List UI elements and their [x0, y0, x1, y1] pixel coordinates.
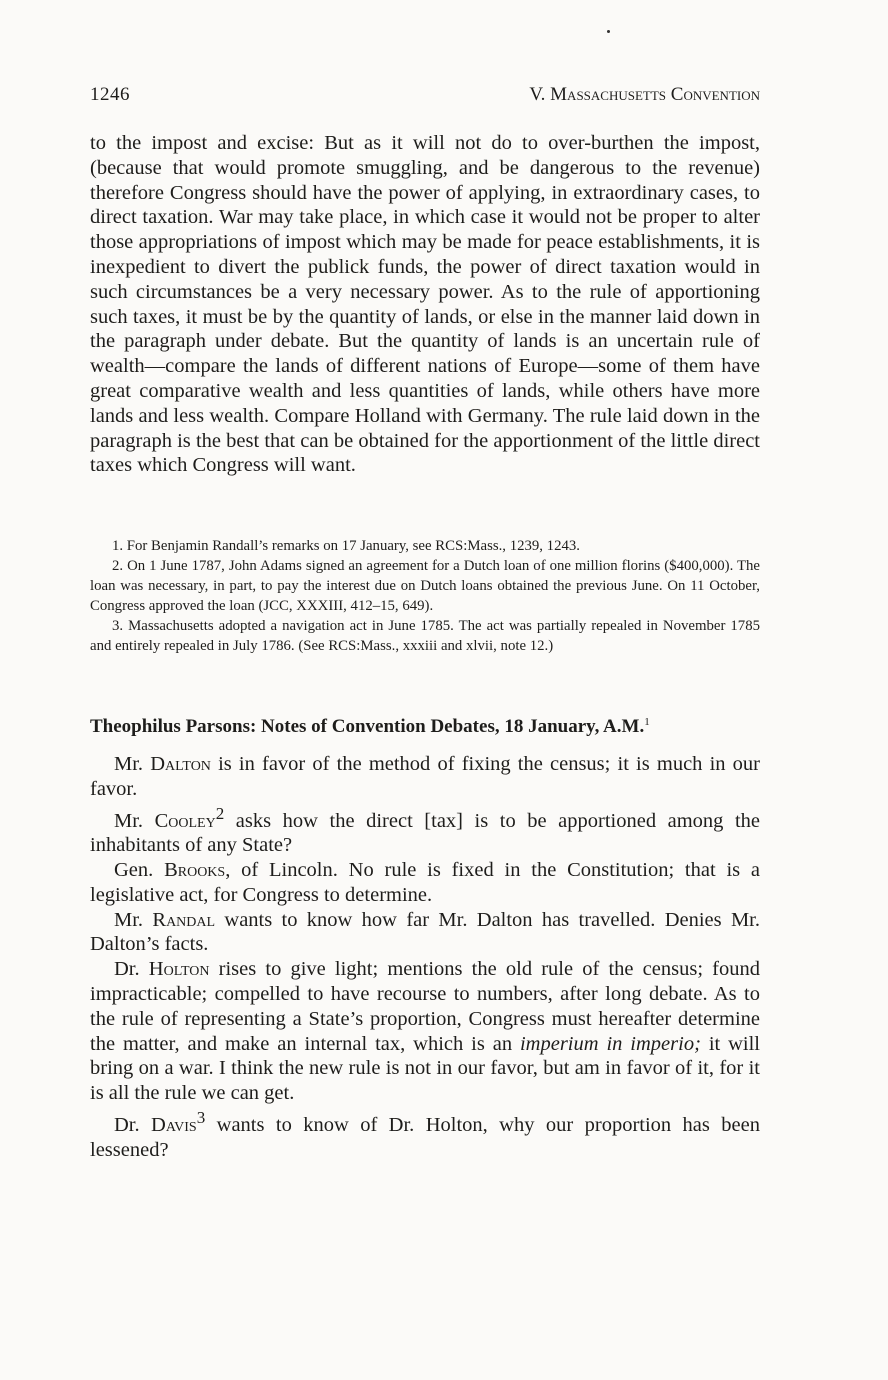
- speaker-name: Davis: [151, 1113, 197, 1136]
- continuation-text: [90, 131, 760, 478]
- section-note-ref: 1: [644, 716, 650, 728]
- speech-text: rises to give light; mentions the old rule of the census; found impracticable; compelled to have recourse to numbers, after long debate. As to the rule of representing a State’s proportion, Congress must hereafter determine the matter, and make an internal tax, which is an: [90, 958, 761, 1055]
- speaker-name: Brooks: [164, 859, 226, 882]
- speaker-name: Cooley: [154, 809, 216, 832]
- speech-text: wants to know of Dr. Holton, why our proportion has been lessened?: [90, 1113, 760, 1161]
- debate-entry-randal: [90, 908, 760, 958]
- speech-text: is in favor of the method of fixing the census; it is much in our favor.: [90, 753, 760, 800]
- footnote-2: 2. On 1 June 1787, John Adams signed an agreement for a Dutch loan of one million florins ($400,000). The loan was necessary, in part, to pay the interest due on Dutch loans obtained the previous June. On 11 October, Congress approved the loan (JCC, XXXIII, 412–15, 649).: [90, 558, 760, 614]
- speaker-title: Mr.: [114, 809, 144, 832]
- speaker-name: Holton: [148, 958, 210, 981]
- speaker-title: Mr.: [114, 908, 144, 931]
- latin-phrase: imperium in imperio;: [519, 1032, 701, 1055]
- speech-text: , of Lincoln. No rule is fixed in the Constitution; that is a legislative act, for Congress to determine.: [90, 859, 761, 906]
- debate-entry-dalton: [90, 752, 760, 802]
- section-heading: [90, 716, 760, 738]
- footnote-3: 3. Massachusetts adopted a navigation act in June 1785. The act was partially repealed in November 1785 and entirely repealed in July 1786. (See RCS:Mass., xxxiii and xlvii, note 12.): [90, 618, 760, 654]
- note-ref: 2: [215, 803, 225, 823]
- speaker-title: Dr.: [114, 958, 140, 981]
- continuation-paragraph: to the impost and excise: But as it will not do to over-burthen the impost, (because that would promote smuggling, and be dangerous to the revenue) therefore Congress should have the power of applying, in extraordinary cases, to direct taxation. War may take place, in which case it would not be proper to alter those appropriations of impost which may be made for peace establishments, it is inexpedient to divert the publick funds, the power of direct taxation would in such circumstances be a very necessary power. As to the rule of apportioning such taxes, it must be by the quantity of lands, or else in the manner laid down in the paragraph under debate. But the quantity of lands is an uncertain rule of wealth—compare the lands of different nations of Europe—some of them have great comparative wealth and less quantities of lands, while others have more lands and less wealth. Compare Holland with Germany. The rule laid down in the paragraph is the best that can be obtained for the apportionment of the little direct taxes which Congress will want.: [90, 132, 760, 477]
- speaker-title: Gen.: [114, 859, 154, 882]
- debate-entry-holton: [90, 957, 760, 1106]
- section-title: Theophilus Parsons: Notes of Convention Debates, 18 January, A.M.: [90, 716, 645, 737]
- footnote-1: 1. For Benjamin Randall’s remarks on 17 January, see RCS:Mass., 1239, 1243.: [112, 538, 580, 554]
- speaker-name: Dalton: [150, 753, 211, 775]
- speaker-title: Dr.: [114, 1113, 140, 1136]
- debate-entry-cooley: [90, 802, 760, 858]
- footnotes: [90, 536, 760, 656]
- speech-text: asks how the direct [tax] is to be apportioned among the inhabitants of any State?: [90, 809, 760, 857]
- debate-entry-brooks: [90, 858, 760, 908]
- debate-notes: [90, 752, 760, 1162]
- speaker-name: Randal: [152, 908, 216, 931]
- page-number: 1246: [90, 84, 130, 105]
- speaker-title: Mr.: [114, 753, 144, 775]
- speech-text-end: it will bring on a war. I think the new rule is not in our favor, but am in favor of it, for it is all the rule we can get.: [90, 1032, 761, 1105]
- running-header: [90, 84, 760, 110]
- debate-entry-davis: [90, 1106, 760, 1162]
- running-head-title: V. Massachusetts Convention: [529, 84, 760, 105]
- page-speck: [607, 30, 610, 33]
- note-ref: 3: [196, 1107, 206, 1127]
- speech-text: wants to know how far Mr. Dalton has travelled. Denies Mr. Dalton’s facts.: [90, 908, 760, 956]
